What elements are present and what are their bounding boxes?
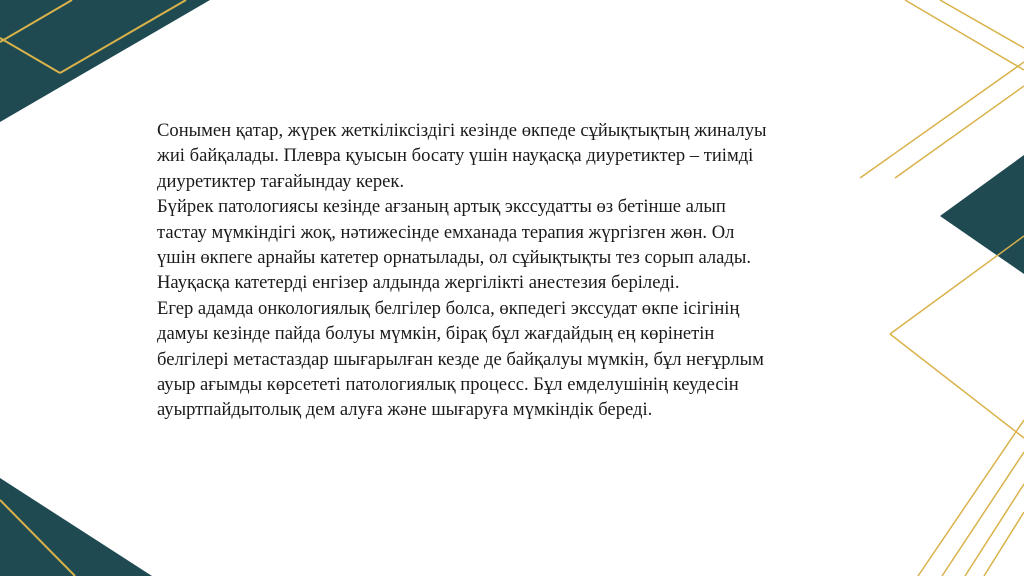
body-text [157,118,877,423]
text-line: белгілері метастаздар шығарылған кезде де байқалуы мүмкін, бұл неғұрлым [157,348,764,370]
top-right-gold-line-4 [895,86,1024,178]
text-line: Бүйрек патологиясы кезінде ағзаның артық экссудатты өз бетінше алып [157,196,726,218]
right-gold-line-3 [918,420,1024,576]
bottom-left-teal-triangle [0,478,152,576]
right-gold-line-4 [942,452,1024,576]
right-gold-line-1 [890,236,1024,334]
right-gold-line-6 [984,512,1024,576]
right-gold-line-2 [890,334,1024,438]
text-line: жиі байқалады. Плевра қуысын босату үшін науқасқа диуретиктер – тиімді [157,145,754,167]
text-line: Сонымен қатар, жүрек жеткіліксіздігі кезінде өкпеде сұйықтықтың жиналуы [157,120,767,141]
text-line: дамуы кезінде пайда болуы мүмкін, бірақ бұл жағдайдың ең көрінетін [157,323,715,345]
text-line: ауыртпайдытолық дем алуға және шығаруға мүмкіндік береді. [157,399,653,421]
text-line: диуретиктер тағайындау керек. [157,170,405,192]
text-line: Науқасқа катетерді енгізер алдында жергілікті анестезия беріледі. [157,272,680,294]
text-line: үшін өкпеге арнайы катетер орнатылады, ол сұйықтықты тез сорып алады. [157,247,751,269]
top-right-gold-line-1 [940,0,1024,48]
right-teal-triangle [940,155,1024,274]
text-line: Егер адамда онкологиялық белгілер болса, өкпедегі экссудат өкпе ісігінің [157,297,740,319]
text-line: тастау мүмкіндігі жоқ, нәтижесінде емханада терапия жүргізген жөн. Ол [157,221,735,243]
top-left-teal-triangle [0,0,210,122]
top-right-gold-line-3 [860,62,1024,178]
top-right-gold-line-2 [905,0,1024,70]
text-line: ауыр ағымды көрсететі патологиялық процесс. Бұл емделушінің кеудесін [157,374,739,396]
